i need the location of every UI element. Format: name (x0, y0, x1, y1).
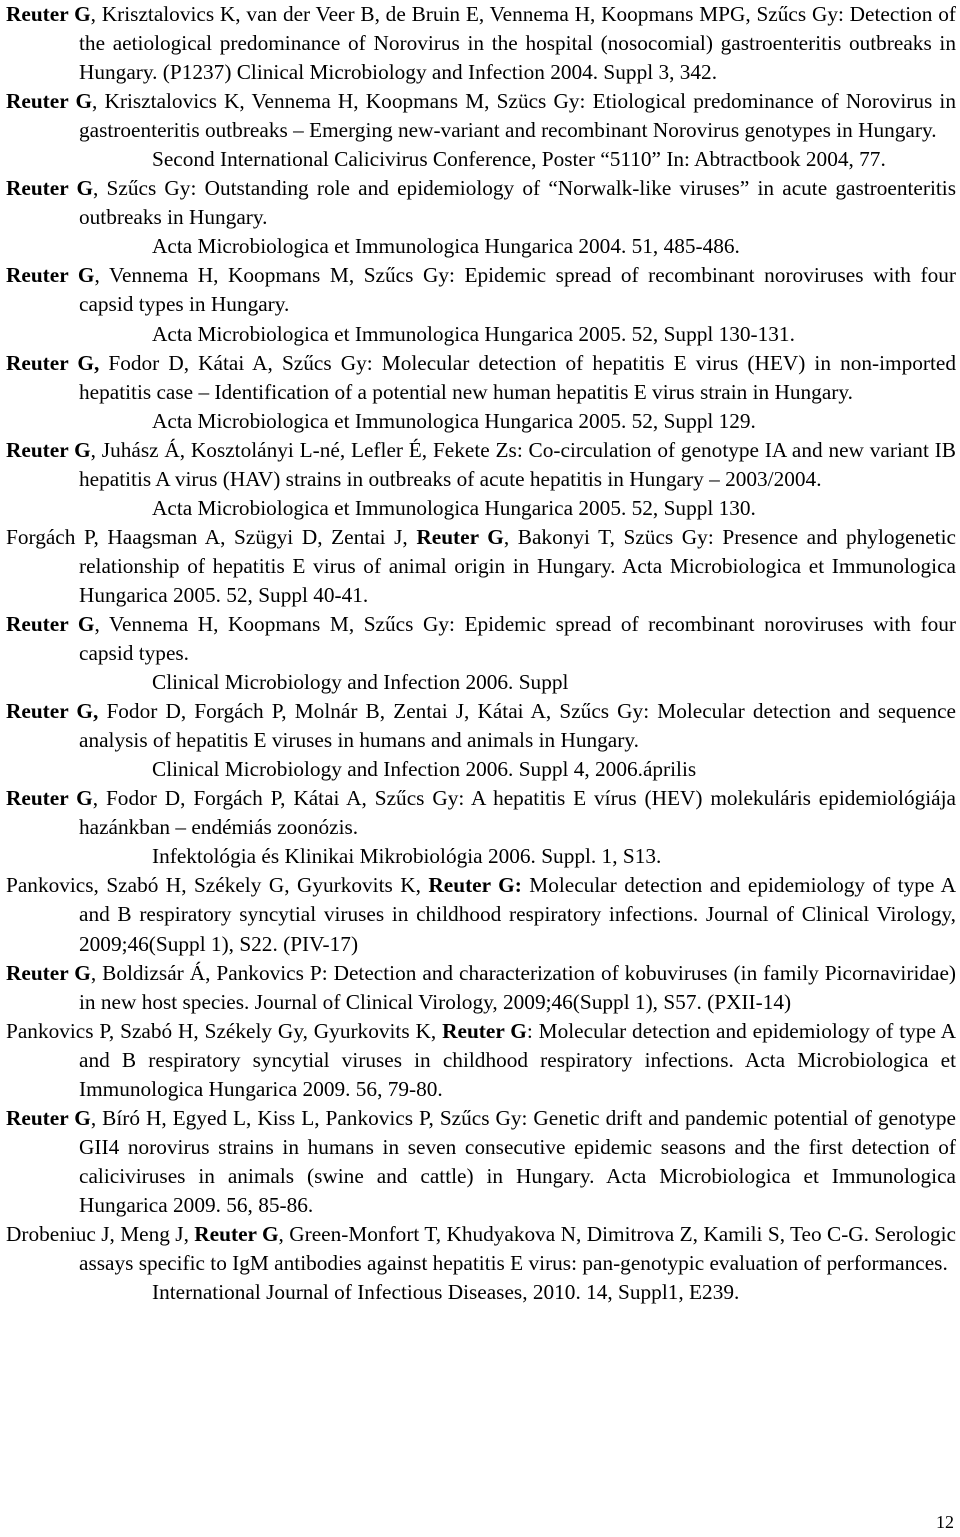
reference-entry (6, 871, 956, 958)
reference-text: , Szűcs Gy: Outstanding role and epidemiology of “Norwalk-like viruses” in acute gastroenteritis outbreaks in Hungary. (79, 176, 956, 230)
reference-source: Acta Microbiologica et Immunologica Hungarica 2005. 52, Suppl 130. (152, 495, 756, 520)
author-highlight: Reuter G (6, 2, 91, 26)
reference-text: , Boldizsár Á, Pankovics P: Detection and characterization of kobuviruses (in family Picornaviridae) in new host species. Journal of Clinical Virology, 2009;46(Suppl 1), S57. (PXII-14) (79, 960, 957, 1014)
author-highlight: Reuter G (6, 786, 93, 811)
author-highlight: Reuter G: (428, 873, 522, 898)
reference-source: Acta Microbiologica et Immunologica Hungarica 2005. 52, Suppl 130-131. (152, 321, 795, 346)
reference-entry (6, 959, 956, 1017)
reference-text: , Juhász Á, Kosztolányi L-né, Lefler É, Fekete Zs: Co-circulation of genotype IA and new variant IB hepatitis A virus (HAV) strains in outbreaks of acute hepatitis in Hungary – 2003/2004. (79, 437, 956, 491)
reference-text: , Krisztalovics K, Vennema H, Koopmans M, Szücs Gy: Etiological predominance of Norovirus in gastroenteritis outbreaks – Emerging new-variant and recombinant Norovirus genotypes in Hungary. (79, 89, 956, 143)
author-highlight: Reuter G (194, 1221, 279, 1246)
reference-text: Drobeniuc J, Meng J, (6, 1221, 195, 1246)
reference-source: Acta Microbiologica et Immunologica Hungarica 2005. 52, Suppl 129. (152, 408, 756, 433)
author-highlight: Reuter G (6, 1105, 91, 1130)
reference-entry (6, 697, 956, 784)
author-highlight: Reuter G (416, 524, 504, 549)
reference-text: : Molecular detection and epidemiology of type A and B respiratory syncytial viruses in childhood respiratory infections. Acta Microbiologica et Immunologica Hungarica 2009. 56, 79-80. (79, 1018, 956, 1101)
reference-source: Second International Calicivirus Conference, Poster “5110” In: Abtractbook 2004, 77. (152, 147, 886, 172)
reference-text: , Green-Monfort T, Khudyakova N, Dimitrova Z, Kamili S, Teo C-G. Serologic assays specific to IgM antibodies against hepatitis E virus: pan-genotypic evaluation of performances. (79, 1221, 956, 1276)
page-number: 12 (936, 1512, 954, 1532)
reference-entry (6, 0, 956, 87)
reference-text: Molecular detection and epidemiology of type A and B respiratory syncytial viruses in childhood respiratory infections. Journal of Clinical Virology, 2009;46(Suppl 1), S22. (PIV-17) (79, 873, 956, 956)
reference-text: , Vennema H, Koopmans M, Szűcs Gy: Epidemic spread of recombinant noroviruses with four capsid types. (79, 611, 957, 666)
author-highlight: Reuter G, (6, 350, 100, 375)
reference-entry (6, 1104, 956, 1220)
reference-source: Clinical Microbiology and Infection 2006. Suppl 4, 2006.április (152, 757, 697, 782)
reference-entry (6, 784, 956, 871)
author-highlight: Reuter G, (6, 699, 99, 724)
reference-entry (6, 610, 956, 697)
author-highlight: Reuter G (6, 263, 95, 288)
reference-entry (6, 261, 956, 348)
author-highlight: Reuter G (6, 960, 91, 985)
reference-entry (6, 1220, 956, 1307)
author-highlight: Reuter G (6, 611, 95, 636)
reference-entry (6, 87, 956, 174)
reference-text: Forgách P, Haagsman A, Szügyi D, Zentai J, (6, 524, 417, 549)
reference-entry (6, 174, 956, 261)
reference-source: Acta Microbiologica et Immunologica Hungarica 2004. 51, 485-486. (152, 234, 740, 259)
reference-text: Fodor D, Forgách P, Molnár B, Zentai J, Kátai A, Szűcs Gy: Molecular detection and sequence analysis of hepatitis E viruses in humans and animals in Hungary. (79, 699, 956, 753)
author-highlight: Reuter G (6, 176, 94, 201)
reference-text: Pankovics, Szabó H, Székely G, Gyurkovits K, (6, 873, 429, 898)
reference-text: , Krisztalovics K, van der Veer B, de Bruin E, Vennema H, Koopmans MPG, Szűcs Gy: Detection of the aetiological predominance of Norovirus in the hospital (nosocomial) gastroenteritis outbreaks in Hungary. (P1237) Clinical Microbiology and Infection 2004. Suppl 3, 342. (79, 2, 956, 85)
reference-entry (6, 1017, 956, 1104)
author-highlight: Reuter G (442, 1018, 527, 1043)
reference-text: , Vennema H, Koopmans M, Szűcs Gy: Epidemic spread of recombinant noroviruses with four capsid types in Hungary. (79, 263, 957, 317)
author-highlight: Reuter G (6, 437, 91, 462)
reference-entry (6, 349, 956, 436)
reference-text: Pankovics P, Szabó H, Székely Gy, Gyurkovits K, (6, 1018, 443, 1043)
reference-entry (6, 436, 956, 523)
reference-source: Infektológia és Klinikai Mikrobiológia 2006. Suppl. 1, S13. (152, 844, 662, 869)
reference-text: , Bakonyi T, Szücs Gy: Presence and phylogenetic relationship of hepatitis E virus of animal origin in Hungary. Acta Microbiologica et Immunologica Hungarica 2005. 52, Suppl 40-41. (79, 524, 956, 607)
reference-list (6, 0, 956, 1307)
author-highlight: Reuter G (6, 89, 93, 114)
reference-entry (6, 523, 956, 610)
reference-text: , Fodor D, Forgách P, Kátai A, Szűcs Gy: A hepatitis E vírus (HEV) molekuláris epidemiológiája hazánkban – endémiás zoonózis. (79, 786, 956, 840)
reference-source: Clinical Microbiology and Infection 2006. Suppl (152, 670, 569, 695)
reference-text: , Bíró H, Egyed L, Kiss L, Pankovics P, Szűcs Gy: Genetic drift and pandemic potential of genotype GII4 norovirus strains in humans in seven consecutive epidemic seasons and the first detection of caliciviruses in animals (swine and cattle) in Hungary. Acta Microbiologica et Immunologica Hungarica 2009. 56, 85-86. (79, 1105, 956, 1217)
reference-source: International Journal of Infectious Diseases, 2010. 14, Suppl1, E239. (152, 1280, 740, 1305)
reference-text: Fodor D, Kátai A, Szűcs Gy: Molecular detection of hepatitis E virus (HEV) in non-imported hepatitis case – Identification of a potential new human hepatitis E virus strain in Hungary. (79, 350, 956, 404)
